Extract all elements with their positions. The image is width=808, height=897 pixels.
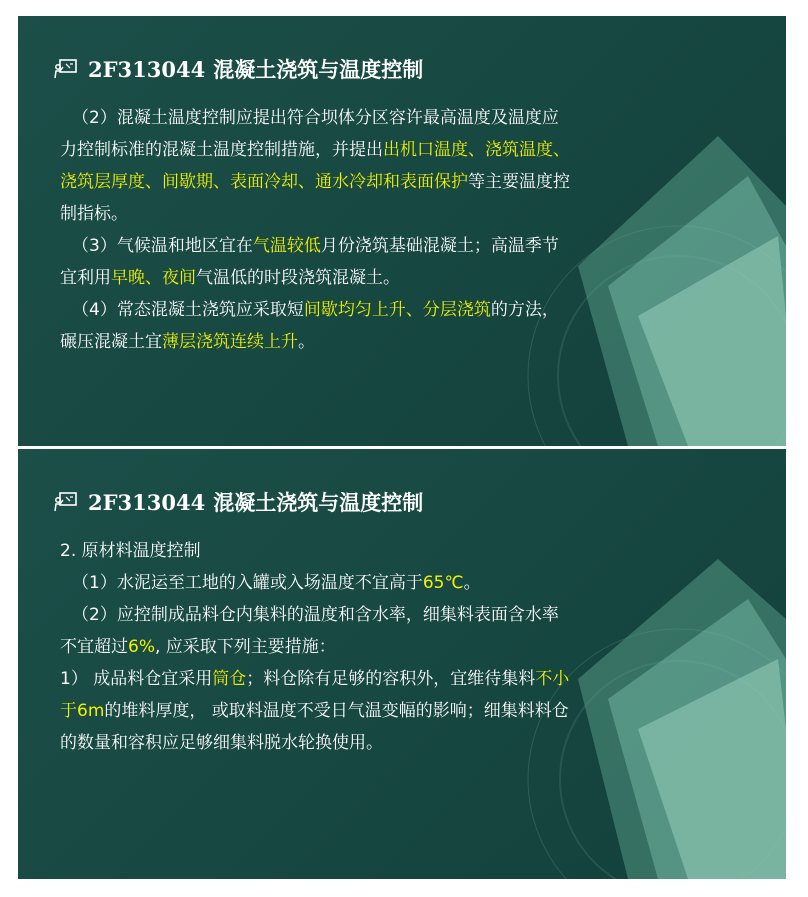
highlight-span: 6% <box>128 637 155 657</box>
slide-body <box>60 102 570 358</box>
section-heading: 2. 原材料温度控制 <box>60 541 201 561</box>
text-span: 。 <box>298 332 315 352</box>
slide-title <box>54 487 423 517</box>
text-span: （4）常态混凝土浇筑应采取短 <box>72 300 304 320</box>
teacher-board-icon <box>54 57 78 81</box>
teacher-board-icon <box>54 490 78 514</box>
paragraph-4 <box>60 294 570 358</box>
text-span: 1） 成品料仓宜采用 <box>60 669 213 689</box>
text-span: 月份浇筑基础混凝土；高温季节宜利用 <box>60 236 559 288</box>
highlight-span: 间歇均匀上升、分层浇筑 <box>303 300 491 320</box>
title-code: 2F313044 <box>88 489 206 515</box>
text-span: 等主要温度控制指标。 <box>60 172 570 224</box>
title-text: 混凝土浇筑与温度控制 <box>213 491 424 515</box>
slide-1 <box>18 16 786 446</box>
text-span: （1）水泥运至工地的入罐或入场温度不宜高于 <box>72 573 423 593</box>
highlight-span: 早晚、夜间 <box>111 268 196 288</box>
text-span: 气温低的时段浇筑混凝土。 <box>196 268 400 288</box>
paragraph-3 <box>60 230 570 294</box>
highlight-span: 筒仓 <box>212 669 247 689</box>
slide-title <box>54 54 423 84</box>
paragraph-2 <box>60 102 570 230</box>
text-span: 的堆料厚度， 或取料温度不受日气温变幅的影响；细集料料仓的数量和容积应足够细集料脱水轮换使用。 <box>60 701 569 753</box>
slide-2 <box>18 449 786 879</box>
title-code: 2F313044 <box>88 56 206 82</box>
highlight-span: 出机口温度、浇筑温度、浇筑层厚度、间歇期、表面冷却、通水冷却和表面保护 <box>60 140 570 192</box>
highlight-span: 不小于6m <box>60 669 570 721</box>
paragraph-3 <box>60 663 570 759</box>
paragraph-1 <box>60 567 570 599</box>
text-span: ；料仓除有足够的容积外，宜维待集料 <box>246 669 536 689</box>
slide-body <box>60 535 570 759</box>
text-span: 的方法，碾压混凝土宜 <box>60 300 559 352</box>
highlight-span: 气温较低 <box>252 236 321 256</box>
paragraph-2 <box>60 599 570 663</box>
title-text: 混凝土浇筑与温度控制 <box>213 58 424 82</box>
text-span: （3）气候温和地区宜在 <box>72 236 253 256</box>
text-span: , 应采取下列主要措施： <box>154 637 336 657</box>
text-span: 。 <box>463 573 481 593</box>
text-span: （2）混凝土温度控制应提出符合坝体分区容许最高温度及温度应力控制标准的混凝土温度控制措施，并提出 <box>60 108 559 160</box>
text-span: （2）应控制成品料仓内集料的温度和含水率，细集料表面含水率不宜超过 <box>60 605 559 657</box>
highlight-span: 薄层浇筑连续上升 <box>162 332 298 352</box>
highlight-span: 65℃ <box>422 573 464 593</box>
